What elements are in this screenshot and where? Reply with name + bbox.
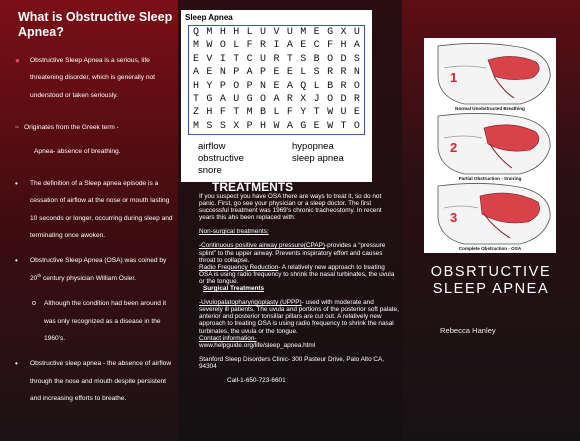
left-body (14, 52, 174, 408)
grid-letter: N (219, 67, 226, 79)
nonsurgical-heading: Non-surgical treatments: (199, 228, 269, 236)
grid-letter: W (327, 107, 334, 119)
bullet-icon: • (15, 256, 18, 266)
treatments-body (199, 193, 399, 384)
contact-heading: Contact information- (199, 334, 257, 342)
grid-letter: Y (300, 107, 307, 119)
grid-letter: H (233, 27, 240, 38)
list-item (14, 355, 174, 407)
grid-letter: U (260, 53, 267, 65)
grid-letter: O (353, 120, 360, 132)
grid-letter: E (300, 40, 307, 52)
grid-letter: A (246, 67, 253, 79)
bullet-icon: • (15, 178, 18, 188)
word: hypopnea (292, 141, 334, 152)
grid-letter: E (286, 67, 293, 79)
grid-letter: H (206, 107, 213, 119)
grid-letter: V (273, 27, 280, 38)
grid-letter: O (219, 40, 226, 52)
grid-letter: R (273, 53, 280, 65)
cover-title: OBSRTUCTIVE SLEEP APNEA (430, 264, 552, 297)
grid-row (189, 106, 364, 119)
grid-letter: A (286, 120, 293, 132)
word: snore (198, 165, 222, 176)
grid-letter: O (327, 53, 334, 65)
cpap-paragraph: -Continuous positive airway pressure(CPAP)-provides a “pressure splint” to the upper airway. Prevents inspiratory effort and causes throat to collapse. (199, 242, 386, 264)
circle-bullet-icon: o (32, 300, 36, 308)
paragraph-definition: Obstructive Sleep Apnea is a serious, life threatening disorder, which is generally not understood or taken seriously. (30, 57, 155, 99)
grid-letter: S (353, 53, 360, 65)
grid-letter: T (313, 107, 320, 119)
grid-letter: J (313, 93, 320, 105)
clinic-address: Stanford Sleep Disorders Clinic- 300 Pasteur Drive, Palo Alto CA, 94304 (199, 355, 385, 370)
grid-letter: B (327, 80, 334, 92)
grid-letter: C (246, 53, 253, 65)
grid-letter: G (206, 93, 213, 105)
grid-letter: S (219, 120, 226, 132)
airway-diagram (424, 38, 556, 253)
grid-letter: O (260, 93, 267, 105)
grid-letter: V (206, 53, 213, 65)
grid-letter: S (300, 53, 307, 65)
paragraph-history: Although the condition had been around it was only recognized as a disease in the 1960’s. (44, 300, 167, 343)
grid-letter: A (193, 67, 200, 79)
grid-letter: T (233, 53, 240, 65)
grid-letter: U (260, 27, 267, 38)
grid-letter: A (273, 93, 280, 105)
list-item (14, 252, 174, 287)
phone-number: Call-1-650-723-6601 (227, 376, 286, 384)
list-item (14, 175, 174, 245)
grid-letter: R (340, 80, 347, 92)
grid-letter: D (340, 53, 347, 65)
grid-letter: C (313, 40, 320, 52)
step-number: 1 (450, 70, 458, 85)
grid-letter: L (313, 80, 320, 92)
grid-letter: E (313, 120, 320, 132)
grid-letter: A (219, 93, 226, 105)
grid-letter: Z (193, 107, 200, 119)
paragraph-absence: Obstructive sleep apnea - the absence of airflow through the nose and mouth despite persistent and increasing efforts to breathe. (30, 360, 172, 403)
grid-letter: Q (300, 80, 307, 92)
grid-letter: R (260, 40, 267, 52)
word: airflow (198, 141, 226, 152)
grid-letter: O (353, 80, 360, 92)
grid-letter: R (353, 93, 360, 105)
grid-letter: S (313, 67, 320, 79)
grid-letter: T (286, 53, 293, 65)
grid-letter: L (233, 40, 240, 52)
grid-letter: U (233, 93, 240, 105)
grid-letter: B (260, 107, 267, 119)
grid-row (189, 39, 364, 52)
word: obstructive (198, 153, 244, 164)
word: sleep apnea (292, 153, 344, 164)
author-name: Rebecca Hanley (440, 326, 496, 335)
grid-letter: M (206, 27, 213, 38)
grid-letter: E (273, 80, 280, 92)
grid-letter: R (327, 67, 334, 79)
grid-letter: I (273, 40, 280, 52)
grid-row (189, 93, 364, 106)
grid-letter: U (286, 27, 293, 38)
grid-letter: N (260, 80, 267, 92)
grid-letter: G (300, 120, 307, 132)
grid-letter: E (206, 67, 213, 79)
grid-letter: R (340, 67, 347, 79)
grid-letter: O (233, 80, 240, 92)
grid-letter: T (233, 107, 240, 119)
origin-definition: Apnea- absence of breathing. (34, 147, 121, 155)
grid-letter: X (233, 120, 240, 132)
left-title: What is Obstructive Sleep Apnea? (18, 10, 173, 39)
grid-letter: A (353, 40, 360, 52)
grid-letter: F (219, 107, 226, 119)
diagram-caption: Normal Unobstructed Breathing (455, 106, 525, 111)
grid-letter: P (246, 120, 253, 132)
diagram-caption: Complete Obstruction - OSA (458, 246, 522, 251)
surgical-heading: Surgical Treatments (203, 285, 265, 293)
resource-link[interactable]: www.helpguide.org/life/sleep_apnea.html (199, 341, 316, 349)
grid-letter: A (286, 80, 293, 92)
grid-letter: M (193, 120, 200, 132)
grid-letter: W (206, 40, 213, 52)
grid-letter: H (340, 40, 347, 52)
bullet-icon: • (15, 359, 18, 369)
grid-letter: W (327, 120, 334, 132)
grid-letter: P (260, 67, 267, 79)
treatments-title: TREATMENTS (212, 180, 294, 194)
grid-letter: E (353, 107, 360, 119)
grid-letter: U (340, 107, 347, 119)
grid-letter: L (273, 107, 280, 119)
paragraph-episode: The definition of a Sleep apnea episode is a cessation of airflow at the nose or mouth lasting 10 seconds or longer, occurring during sleep and terminating once awoken. (30, 179, 173, 240)
grid-letter: L (246, 27, 253, 38)
grid-letter: A (286, 40, 293, 52)
grid-letter: G (246, 93, 253, 105)
list-item (14, 295, 174, 347)
grid-letter: Y (206, 80, 213, 92)
paragraph-osler: Obstructive Sleep Apnea (OSA) was coined by 20th century physician William Osler. (30, 257, 167, 282)
list-item (14, 52, 174, 104)
grid-letter: P (246, 80, 253, 92)
tilde-icon: ~ (15, 123, 19, 131)
grid-letter: F (286, 107, 293, 119)
grid-letter: H (219, 27, 226, 38)
list-item (14, 119, 174, 160)
grid-letter: P (219, 80, 226, 92)
grid-letter: U (353, 27, 360, 38)
grid-letter: N (353, 67, 360, 79)
origin-intro: Originates from the Greek term - (24, 123, 119, 131)
grid-row (189, 80, 364, 93)
diagram-caption: Partial Obstruction - Snoring (458, 176, 522, 181)
puzzle-title: Sleep Apnea (185, 13, 233, 22)
grid-row (189, 120, 364, 133)
grid-letter: E (273, 67, 280, 79)
word-search-puzzle (181, 10, 372, 182)
grid-letter: P (233, 67, 240, 79)
grid-letter: I (219, 53, 226, 65)
treatments-intro: If you suspect you have OSA there are ways to treat it, so do not panic. First, go see your physician or a sleep doctor. The first successful treatment was 1969’s chronic tracheostomy. In recent years this ahs been replaced with: (199, 193, 382, 222)
grid-letter: W (273, 120, 280, 132)
grid-letter: X (300, 93, 307, 105)
grid-letter: O (327, 93, 334, 105)
grid-letter: F (327, 40, 334, 52)
grid-row (189, 66, 364, 79)
grid-letter: R (286, 93, 293, 105)
grid-letter: L (300, 67, 307, 79)
rfr-paragraph: Radio Frequency Reduction- A relatively new approach to treating OSA is using radio frequency to shrink the nasal turbinates, the uvula or the tongue. (199, 263, 395, 285)
step-number: 3 (450, 210, 458, 225)
grid-row (189, 26, 364, 39)
grid-letter: X (340, 27, 347, 38)
grid-letter: B (313, 53, 320, 65)
bullet-icon: ● (15, 56, 20, 65)
grid-row (189, 53, 364, 66)
letter-grid (188, 25, 365, 135)
grid-letter: H (193, 80, 200, 92)
grid-letter: D (340, 93, 347, 105)
grid-letter: G (327, 27, 334, 38)
grid-letter: S (206, 120, 213, 132)
airway-illustrations (424, 38, 556, 253)
grid-letter: M (246, 107, 253, 119)
uppp-paragraph: -Uvulopalatopharyngoplasty (UPPP)- used with moderate and severely ill patients. The uvula and portions of the posterior soft palate, anterior and posterior tonsillar pillars are cut out. A relatively new approach to treating OSA is using radio frequency to shrink the nasal turbinates, the uvula or the tongue. (199, 299, 399, 335)
grid-letter: T (193, 93, 200, 105)
grid-letter: M (300, 27, 307, 38)
grid-letter: H (260, 120, 267, 132)
grid-letter: M (193, 40, 200, 52)
word-list-column (292, 141, 344, 165)
grid-letter: Q (193, 27, 200, 38)
word-list-column (198, 141, 244, 177)
grid-letter: E (313, 27, 320, 38)
grid-letter: T (340, 120, 347, 132)
grid-letter: E (193, 53, 200, 65)
grid-letter: F (246, 40, 253, 52)
step-number: 2 (450, 140, 458, 155)
